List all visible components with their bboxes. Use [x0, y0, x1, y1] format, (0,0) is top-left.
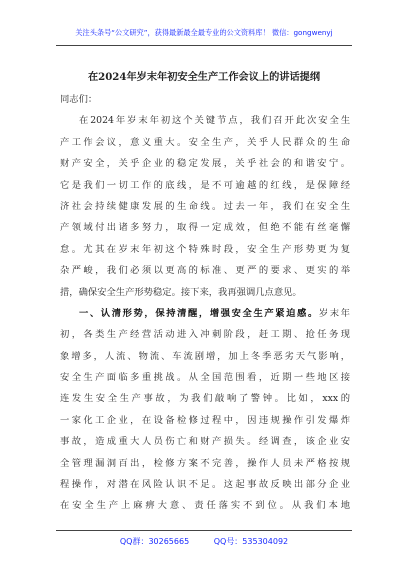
paragraph-line: 在安全生产上麻痹大意、责任落实不到位。从我们本地	[60, 500, 350, 512]
paragraph-line: 连发生安全生产事故，为我们敲响了警钟。比如，xxx的	[60, 393, 350, 405]
paragraph-line: 怠。尤其在岁末年初这个特殊时段，安全生产形势更为复	[60, 243, 350, 255]
paragraph-line: 杂严峻，我们必须以更高的标准、更严的要求、更实的举	[60, 265, 350, 277]
header-divider	[56, 45, 352, 46]
footer-contact	[0, 536, 408, 547]
footer-qq-number: QQ号：535304092	[213, 537, 289, 546]
document-body	[60, 89, 350, 517]
paragraph-line: 全管理漏洞百出，检修方案不完善，操作人员未严格按规	[60, 457, 350, 469]
section-heading-line	[60, 303, 350, 324]
paragraph-line: 它是我们一切工作的底线，是不可逾越的红线，是保障经	[60, 179, 350, 191]
paragraph-line: 一家化工企业，在设备检修过程中，因违规操作引发爆炸	[60, 414, 350, 426]
document-title: 在2024年岁末年初安全生产工作会议上的讲话提纲	[87, 71, 321, 83]
paragraph-line: 措，确保安全生产形势稳定。接下来，我再强调几点意见。	[60, 286, 302, 298]
footer-divider	[56, 530, 352, 531]
header-banner: 关注头条号“公文研究”，获得最新最全最专业的公文资料库！ 微信：gongwenyj	[75, 28, 333, 37]
paragraph-line: 产工作会议，意义重大。安全生产，关乎人民群众的生命	[60, 136, 350, 148]
paragraph-line: 事故，造成重大人员伤亡和财产损失。经调查，该企业安	[60, 436, 350, 448]
paragraph-line: 在2024年岁末年初这个关键节点，我们召开此次安全生	[79, 115, 350, 127]
paragraph-line: 程操作，对潜在风险认识不足。这起事故反映出部分企业	[60, 479, 350, 491]
paragraph-line: 财产安全，关乎企业的稳定发展，关乎社会的和谐安宁。	[60, 158, 350, 170]
paragraph-line: 初，各类生产经营活动进入冲刺阶段，赶工期、抢任务现	[60, 329, 350, 341]
footer-qq-group: QQ群：30265665	[119, 537, 190, 546]
paragraph-line: 象增多，人流、物流、车流剧增，加上冬季恶劣天气影响，	[60, 350, 350, 362]
paragraph-line: 产领域付出诸多努力，取得一定成效，但绝不能有丝毫懈	[60, 222, 350, 234]
paragraph-line: 济社会持续健康发展的生命线。过去一年，我们在安全生	[60, 200, 350, 212]
paragraph-line: 安全生产面临多重挑战。从全国范围看，近期一些地区接	[60, 372, 350, 384]
salutation: 同志们：	[60, 94, 98, 105]
section-heading: 一、认清形势，保持清醒，增强安全生产紧迫感。	[79, 307, 319, 319]
section-heading-tail: 岁末年	[318, 307, 350, 319]
